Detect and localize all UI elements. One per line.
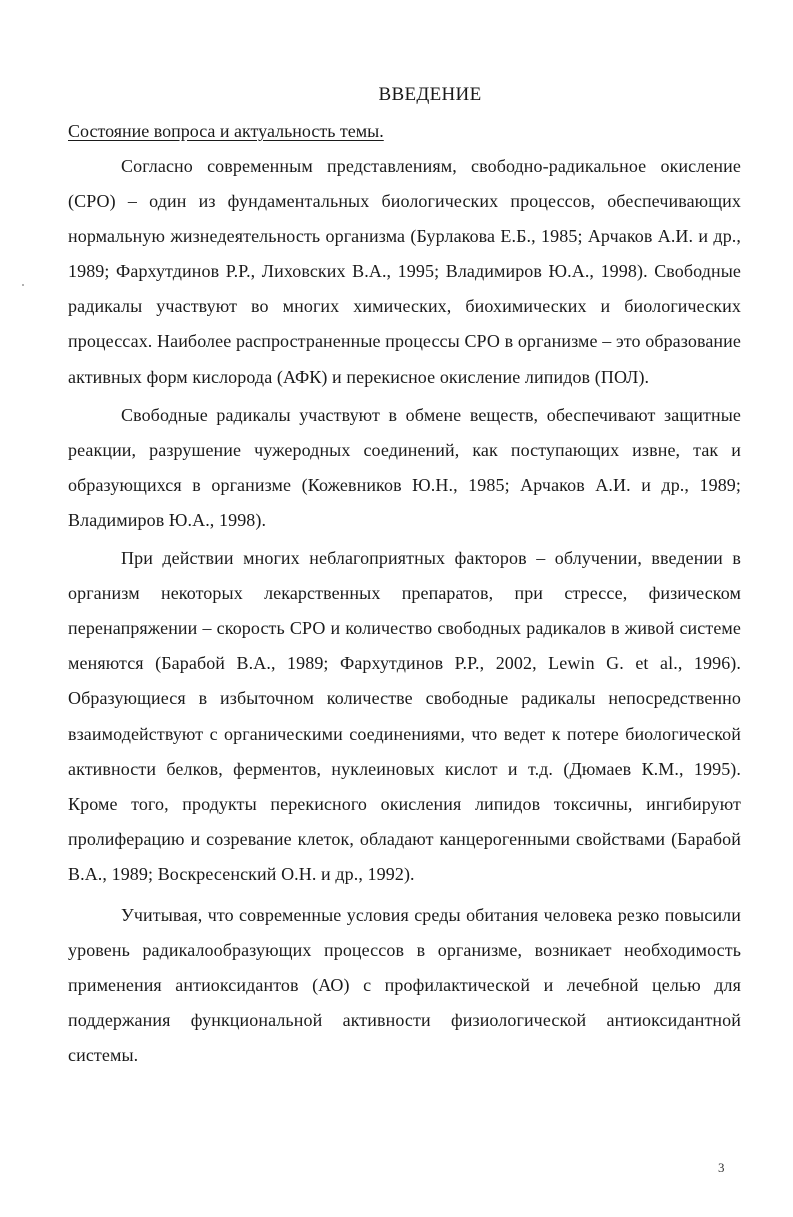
page-title: ВВЕДЕНИЕ [378,84,482,105]
section-heading: Состояние вопроса и актуальность темы. [68,121,384,141]
paragraph-4: Учитывая, что современные условия среды обитания человека резко повысили уровень радикалообразующих процессов в организме, возникает необходимость применения антиоксидантов (АО) с профилактической и лечебной целью для поддержания функциональной активности физиологической антиоксидантной системы. [68,904,741,1066]
page-number: 3 [718,1160,725,1175]
paragraph-1: Согласно современным представлениям, свободно-радикальное окисление (СРО) – один из фундаментальных биологических процессов, обеспечивающих нормальную жизнедеятельность организма (Бурлакова Е.Б., 1985; Арчаков А.И. и др., 1989; Фархутдинов Р.Р., Лиховских В.А., 1995; Владимиров Ю.А., 1998). Свободные радикалы участвуют во многих химических, биохимических и биологических процессах. Наиболее распространенные процессы СРО в организме – это образование активных форм кислорода (АФК) и перекисное окисление липидов (ПОЛ). [68,156,741,387]
scan-speck [22,284,24,286]
paragraph-3: При действии многих неблагоприятных факторов – облучении, введении в организм некоторых лекарственных препаратов, при стрессе, физическом перенапряжении – скорость СРО и количество свободных радикалов в живой системе меняются (Барабой В.А., 1989; Фархутдинов Р.Р., 2002, Lewin G. et al., 1996). Образующиеся в избыточном количестве свободные радикалы непосредственно взаимодействуют с органическими соединениями, что ведет к потере биологической активности белков, ферментов, нуклеиновых кислот и т.д. (Дюмаев К.М., 1995). Кроме того, продукты перекисного окисления липидов токсичны, ингибируют пролиферацию и созревание клеток, обладают канцерогенными свойствами (Барабой В.А., 1989; Воскресенский О.Н. и др., 1992). [68,548,741,884]
paragraph-2: Свободные радикалы участвуют в обмене веществ, обеспечивают защитные реакции, разрушение чужеродных соединений, как поступающих извне, так и образующихся в организме (Кожевников Ю.Н., 1985; Арчаков А.И. и др., 1989; Владимиров Ю.А., 1998). [68,404,741,530]
body-text [68,149,741,1073]
